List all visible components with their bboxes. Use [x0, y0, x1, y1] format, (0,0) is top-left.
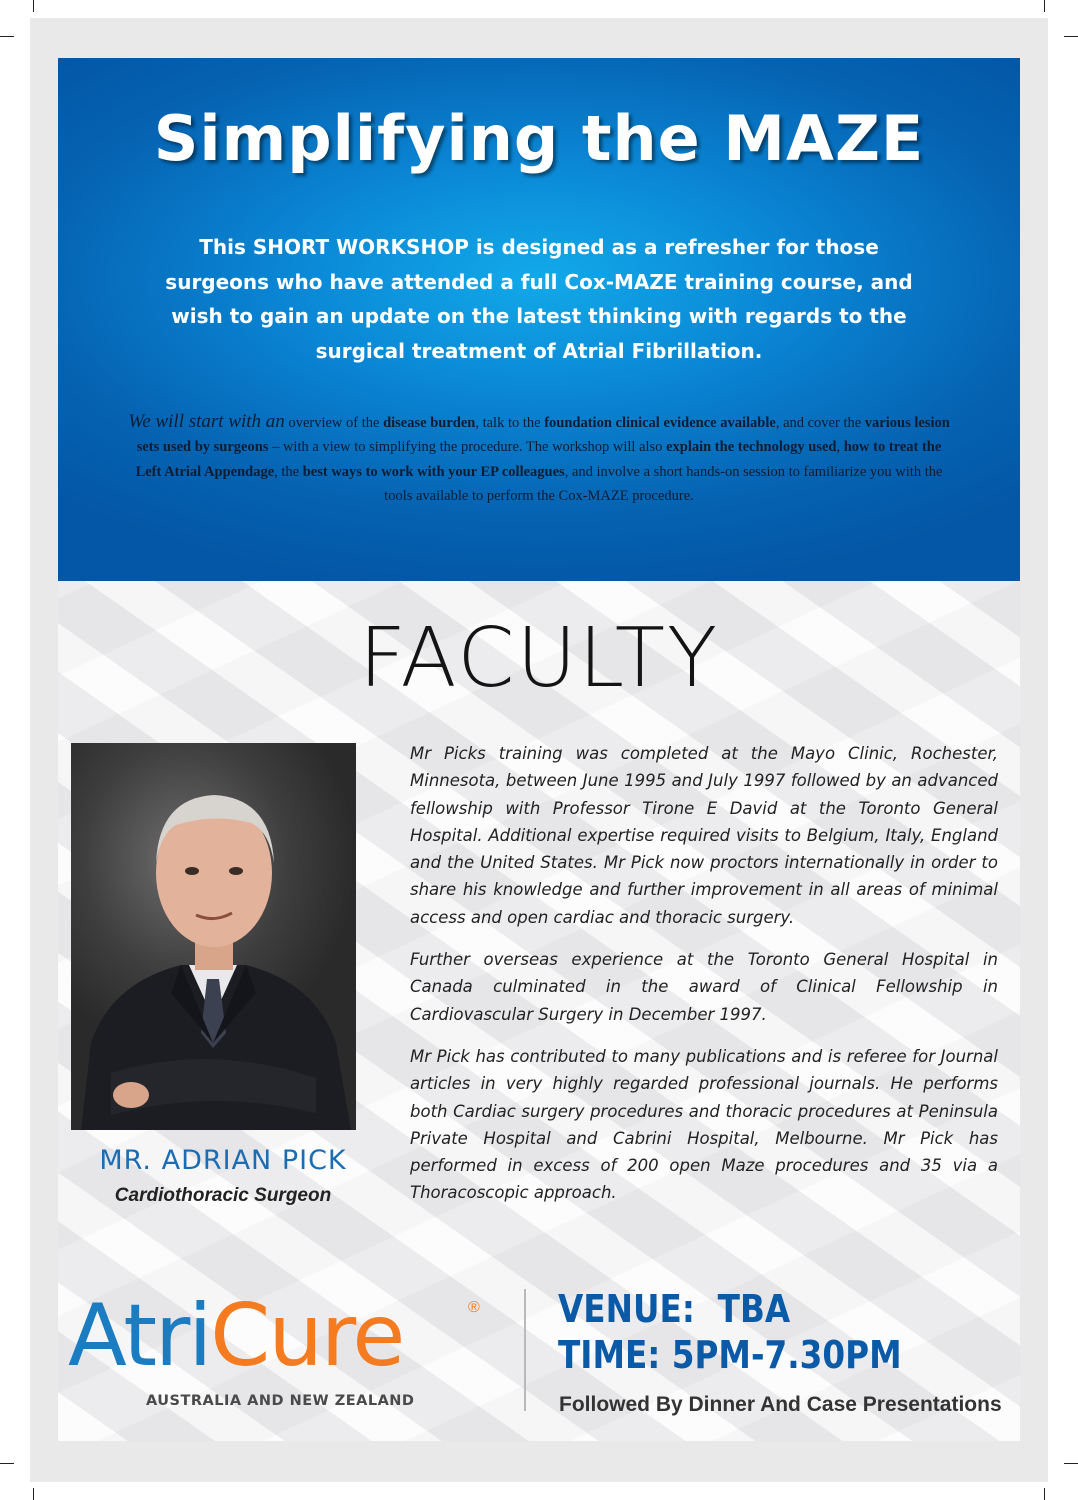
bio-paragraph: Mr Pick has contributed to many publications and is referee for Journal articles in very highly regarded professional journals. He performs both Cardiac surgery procedures and thoracic procedures at Peninsula Private Hospital and Cabrini Hospital, Melbourne. Mr Pick has performed in excess of 200 open Maze procedures and 35 via a Thoracoscopic approach. [410, 1046, 998, 1203]
crop-mark [33, 1488, 34, 1500]
logo-word-atri: Atri [68, 1286, 211, 1386]
crop-mark [1044, 0, 1045, 12]
crop-mark [1044, 1488, 1045, 1500]
crop-mark [33, 0, 34, 12]
faculty-role: Cardiothoracic Surgeon [114, 1185, 332, 1206]
crop-mark [0, 36, 14, 37]
workshop-description: We will start with an overview of the disease burden, talk to the foundation clinical evidence available, and cover the various lesion sets used by surgeons – with a view to simplifying the procedure. The workshop will also explain the technology used, how to treat the Left Atrial Appendage, the best ways to work with your EP colleagues, and involve a short hands-on session to familiarize you with the tools available to perform the Cox-MAZE procedure. [128, 411, 950, 504]
intro-text: This SHORT WORKSHOP is designed as a refresher for those surgeons who have attended a full Cox-MAZE training course, and wish to gain an update on the latest thinking with regards to the surgical treatment of Atrial Fibrillation. [165, 235, 913, 363]
crop-mark [0, 1463, 14, 1464]
registered-mark: ® [468, 1299, 480, 1316]
atricure-logo [68, 1281, 488, 1431]
faculty-bio [410, 740, 998, 1222]
logo-word-cure: Cure [210, 1286, 404, 1386]
time-line: TIME: 5PM-7.30PM [558, 1333, 902, 1377]
detail-lead: We will start with an [128, 411, 285, 432]
bio-paragraph: Further overseas experience at the Toronto General Hospital in Canada culminated in the award of Clinical Fellowship in Cardiovascular Surgery in December 1997. [410, 950, 998, 1024]
followed-by-text: Followed By Dinner And Case Presentations [559, 1393, 1002, 1416]
bio-paragraph: Mr Picks training was completed at the Mayo Clinic, Rochester, Minnesota, between June 1995 and July 1997 followed by an advanced fellowship with Professor Tirone E David at the Toronto General Hospital. Additional expertise required visits to Belgium, Italy, England and the United States. Mr Pick now proctors internationally in order to share his knowledge and further improvement in all areas of minimal access and open cardiac and thoracic surgery. [410, 744, 998, 927]
faculty-name: MR. ADRIAN PICK [99, 1145, 347, 1176]
faculty-photo [71, 743, 356, 1130]
venue-line: VENUE: TBA [558, 1287, 791, 1331]
crop-mark [1064, 36, 1078, 37]
crop-mark [1064, 1463, 1078, 1464]
vertical-divider [524, 1289, 526, 1411]
header-banner [58, 58, 1020, 581]
logo-subtitle: AUSTRALIA AND NEW ZEALAND [146, 1393, 415, 1409]
faculty-heading: FACULTY [358, 611, 720, 706]
event-details [558, 1286, 902, 1378]
faculty-section [58, 581, 1020, 1441]
page-title: Simplifying the MAZE [153, 102, 925, 175]
portrait-illustration [71, 743, 356, 1130]
